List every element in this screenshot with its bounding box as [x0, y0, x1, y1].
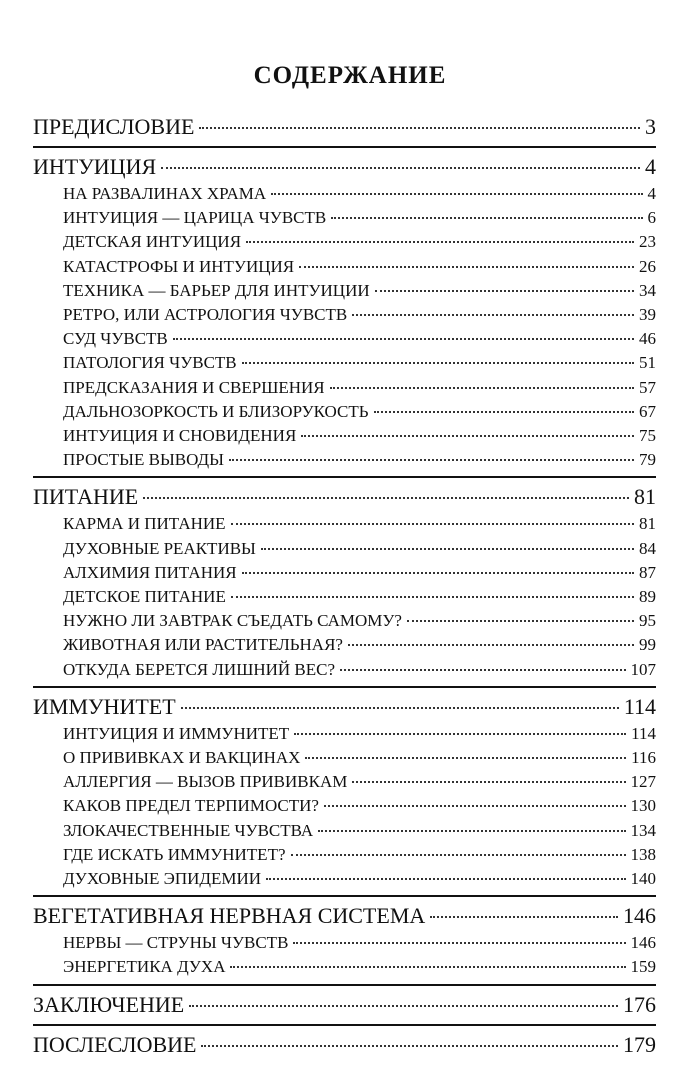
dot-leader	[324, 805, 626, 807]
toc-subsection-title: КАРМА И ПИТАНИЕ	[63, 514, 226, 534]
toc-page-number: 114	[623, 693, 656, 719]
toc-chapter-title: ПОСЛЕСЛОВИЕ	[33, 1031, 197, 1057]
toc-subsection-entry[interactable]	[33, 255, 656, 279]
dot-leader	[230, 966, 625, 968]
toc-subsection-title: ИНТУИЦИЯ — ЦАРИЦА ЧУВСТВ	[63, 208, 327, 228]
dot-leader	[246, 241, 634, 243]
dot-leader	[294, 733, 626, 735]
toc-subsection-title: НА РАЗВАЛИНАХ ХРАМА	[63, 184, 267, 203]
toc-subsection-title: ДЕТСКОЕ ПИТАНИЕ	[63, 587, 226, 607]
dot-leader	[293, 942, 625, 944]
toc-subsection-title: НУЖНО ЛИ ЗАВТРАК СЪЕДАТЬ САМОМУ?	[63, 611, 402, 631]
toc-chapter-title: ВЕГЕТАТИВНАЯ НЕРВНАЯ СИСТЕМА	[33, 903, 426, 929]
toc-subsection-title: ГДЕ ИСКАТЬ ИММУНИТЕТ?	[63, 844, 286, 864]
toc-subsection-title: АЛЛЕРГИЯ — ВЫЗОВ ПРИВИВКАМ	[63, 772, 348, 792]
toc-chapter-title: ПИТАНИЕ	[33, 484, 139, 510]
toc-subsection-entry[interactable]	[33, 512, 656, 536]
toc-page-number: 75	[639, 426, 656, 446]
toc-subsection-title: КАКОВ ПРЕДЕЛ ТЕРПИМОСТИ?	[63, 796, 319, 816]
dot-leader	[340, 669, 625, 671]
toc-subsection-title: ЗЛОКАЧЕСТВЕННЫЕ ЧУВСТВА	[63, 820, 314, 840]
toc-subsection-entry[interactable]	[33, 537, 656, 561]
toc-page-number: 159	[630, 957, 656, 977]
dot-leader	[375, 290, 634, 292]
dot-leader	[229, 459, 634, 461]
toc-page-number: 146	[630, 933, 656, 953]
toc-page-number: 95	[639, 611, 656, 631]
toc-subsection-entry[interactable]	[33, 609, 656, 633]
toc-subsection-entry[interactable]	[33, 182, 656, 206]
toc-page-number: 39	[639, 305, 656, 325]
toc-subsection-entry[interactable]	[33, 770, 656, 794]
toc-page-number: 57	[639, 377, 656, 397]
toc-subsection-title: ОТКУДА БЕРЕТСЯ ЛИШНИЙ ВЕС?	[63, 659, 336, 679]
toc-page-number: 134	[630, 820, 656, 840]
toc-subsection-entry[interactable]	[33, 351, 656, 375]
toc-subsection-entry[interactable]	[33, 819, 656, 843]
toc-section	[33, 110, 656, 146]
dot-leader	[242, 572, 634, 574]
toc-page-number: 23	[639, 232, 656, 252]
dot-leader	[352, 314, 634, 316]
toc-page-number: 46	[639, 329, 656, 349]
toc-subsection-entry[interactable]	[33, 400, 656, 424]
toc-subsection-entry[interactable]	[33, 633, 656, 657]
toc-page-number: 87	[639, 562, 656, 582]
dot-leader	[173, 338, 634, 340]
dot-leader	[181, 707, 619, 709]
toc-page-number: 179	[623, 1031, 656, 1057]
toc-page-number: 79	[639, 450, 656, 470]
toc-page-number: 127	[630, 772, 656, 792]
toc-page-number: 107	[630, 659, 656, 679]
toc-subsection-entry[interactable]	[33, 843, 656, 867]
dot-leader	[161, 167, 640, 169]
toc-subsection-title: ПРЕДСКАЗАНИЯ И СВЕРШЕНИЯ	[63, 377, 325, 397]
toc-subsection-title: НЕРВЫ — СТРУНЫ ЧУВСТВ	[63, 933, 289, 953]
dot-leader	[407, 620, 634, 622]
dot-leader	[231, 596, 634, 598]
toc-section	[33, 1024, 656, 1064]
toc-subsection-title: ПРОСТЫЕ ВЫВОДЫ	[63, 450, 224, 470]
toc-subsection-entry[interactable]	[33, 303, 656, 327]
toc-page-number: 116	[631, 748, 656, 768]
toc-page-number: 146	[623, 903, 656, 929]
toc-subsection-entry[interactable]	[33, 746, 656, 770]
toc-page-number: 4	[647, 184, 656, 203]
dot-leader	[189, 1005, 618, 1007]
toc-subsection-title: ИНТУИЦИЯ И СНОВИДЕНИЯ	[63, 426, 297, 446]
toc-subsection-entry[interactable]	[33, 327, 656, 351]
dot-leader	[242, 362, 634, 364]
toc-page-number: 130	[630, 796, 656, 816]
toc-page-number: 4	[645, 154, 656, 179]
toc-chapter-title: ИММУНИТЕТ	[33, 693, 176, 719]
toc-section	[33, 686, 656, 895]
toc-subsection-entry[interactable]	[33, 867, 656, 891]
toc-subsection-entry[interactable]	[33, 424, 656, 448]
toc-subsection-entry[interactable]	[33, 279, 656, 303]
toc-subsection-entry[interactable]	[33, 931, 656, 955]
toc-subsection-title: ЭНЕРГЕТИКА ДУХА	[63, 957, 226, 977]
dot-leader	[201, 1045, 618, 1047]
toc-page-number: 140	[630, 869, 656, 889]
dot-leader	[374, 411, 634, 413]
toc-subsection-title: ТЕХНИКА — БАРЬЕР ДЛЯ ИНТУИЦИИ	[63, 280, 370, 300]
dot-leader	[299, 266, 634, 268]
toc-chapter-entry[interactable]	[33, 482, 656, 512]
dot-leader	[301, 435, 634, 437]
dot-leader	[352, 781, 625, 783]
toc-chapter-entry[interactable]	[33, 901, 656, 931]
toc-subsection-title: РЕТРО, ИЛИ АСТРОЛОГИЯ ЧУВСТВ	[63, 305, 348, 325]
dot-leader	[348, 644, 634, 646]
toc-page-number: 81	[639, 514, 656, 534]
toc-page-number: 176	[623, 991, 656, 1017]
toc-subsection-title: ДУХОВНЫЕ ЭПИДЕМИИ	[63, 869, 262, 889]
toc-page-number: 138	[630, 844, 656, 864]
toc-chapter-entry[interactable]	[33, 152, 656, 182]
toc-subsection-title: ДЕТСКАЯ ИНТУИЦИЯ	[63, 232, 242, 252]
toc-subsection-entry[interactable]	[33, 376, 656, 400]
dot-leader	[271, 193, 642, 195]
toc-chapter-entry[interactable]	[33, 1030, 656, 1060]
toc-section	[33, 146, 656, 476]
toc-page-number: 81	[634, 484, 656, 510]
toc-subsection-title: АЛХИМИЯ ПИТАНИЯ	[63, 562, 237, 582]
toc-page-number: 6	[647, 208, 656, 228]
toc-subsection-title: ИНТУИЦИЯ И ИММУНИТЕТ	[63, 723, 290, 743]
dot-leader	[199, 127, 640, 129]
toc-chapter-title: ЗАКЛЮЧЕНИЕ	[33, 991, 185, 1017]
toc-section	[33, 476, 656, 685]
toc-subsection-entry[interactable]	[33, 722, 656, 746]
toc-subsection-entry[interactable]	[33, 585, 656, 609]
toc-subsection-entry[interactable]	[33, 448, 656, 472]
toc-page-number: 114	[631, 723, 656, 743]
toc-page-number: 26	[639, 256, 656, 276]
dot-leader	[318, 830, 625, 832]
toc-chapter-entry[interactable]	[33, 692, 656, 722]
toc-subsection-title: ЖИВОТНАЯ ИЛИ РАСТИТЕЛЬНАЯ?	[63, 635, 343, 655]
toc-page-number: 67	[639, 401, 656, 421]
toc-subsection-title: СУД ЧУВСТВ	[63, 329, 168, 349]
toc-subsection-title: ДУХОВНЫЕ РЕАКТИВЫ	[63, 538, 256, 558]
toc-subsection-entry[interactable]	[33, 230, 656, 254]
dot-leader	[430, 916, 618, 918]
dot-leader	[231, 523, 634, 525]
toc-page-number: 89	[639, 587, 656, 607]
dot-leader	[305, 757, 626, 759]
toc-section	[33, 895, 656, 983]
dot-leader	[291, 854, 626, 856]
toc-page-number: 34	[639, 280, 656, 300]
toc-subsection-title: ДАЛЬНОЗОРКОСТЬ И БЛИЗОРУКОСТЬ	[63, 401, 369, 421]
toc-subsection-entry[interactable]	[33, 955, 656, 979]
dot-leader	[143, 497, 629, 499]
toc-subsection-title: КАТАСТРОФЫ И ИНТУИЦИЯ	[63, 256, 295, 276]
toc-chapter-title: ИНТУИЦИЯ	[33, 154, 157, 179]
dot-leader	[330, 387, 634, 389]
toc-chapter-title: ПРЕДИСЛОВИЕ	[33, 114, 195, 139]
toc-chapter-entry[interactable]	[33, 990, 656, 1020]
toc-subsection-entry[interactable]	[33, 658, 656, 682]
toc-subsection-entry[interactable]	[33, 561, 656, 585]
table-of-contents	[33, 110, 656, 1064]
dot-leader	[261, 548, 634, 550]
toc-page-number: 99	[639, 635, 656, 655]
dot-leader	[331, 217, 642, 219]
toc-subsection-entry[interactable]	[33, 206, 656, 230]
toc-subsection-entry[interactable]	[33, 794, 656, 818]
toc-section	[33, 984, 656, 1024]
toc-page-number: 51	[639, 353, 656, 373]
page-title: СОДЕРЖАНИЕ	[253, 62, 447, 89]
toc-subsection-title: О ПРИВИВКАХ И ВАКЦИНАХ	[63, 748, 301, 768]
toc-chapter-entry[interactable]	[33, 112, 656, 142]
toc-page-number: 84	[639, 538, 656, 558]
toc-page-number: 3	[645, 114, 656, 139]
dot-leader	[266, 878, 625, 880]
toc-subsection-title: ПАТОЛОГИЯ ЧУВСТВ	[63, 353, 237, 373]
